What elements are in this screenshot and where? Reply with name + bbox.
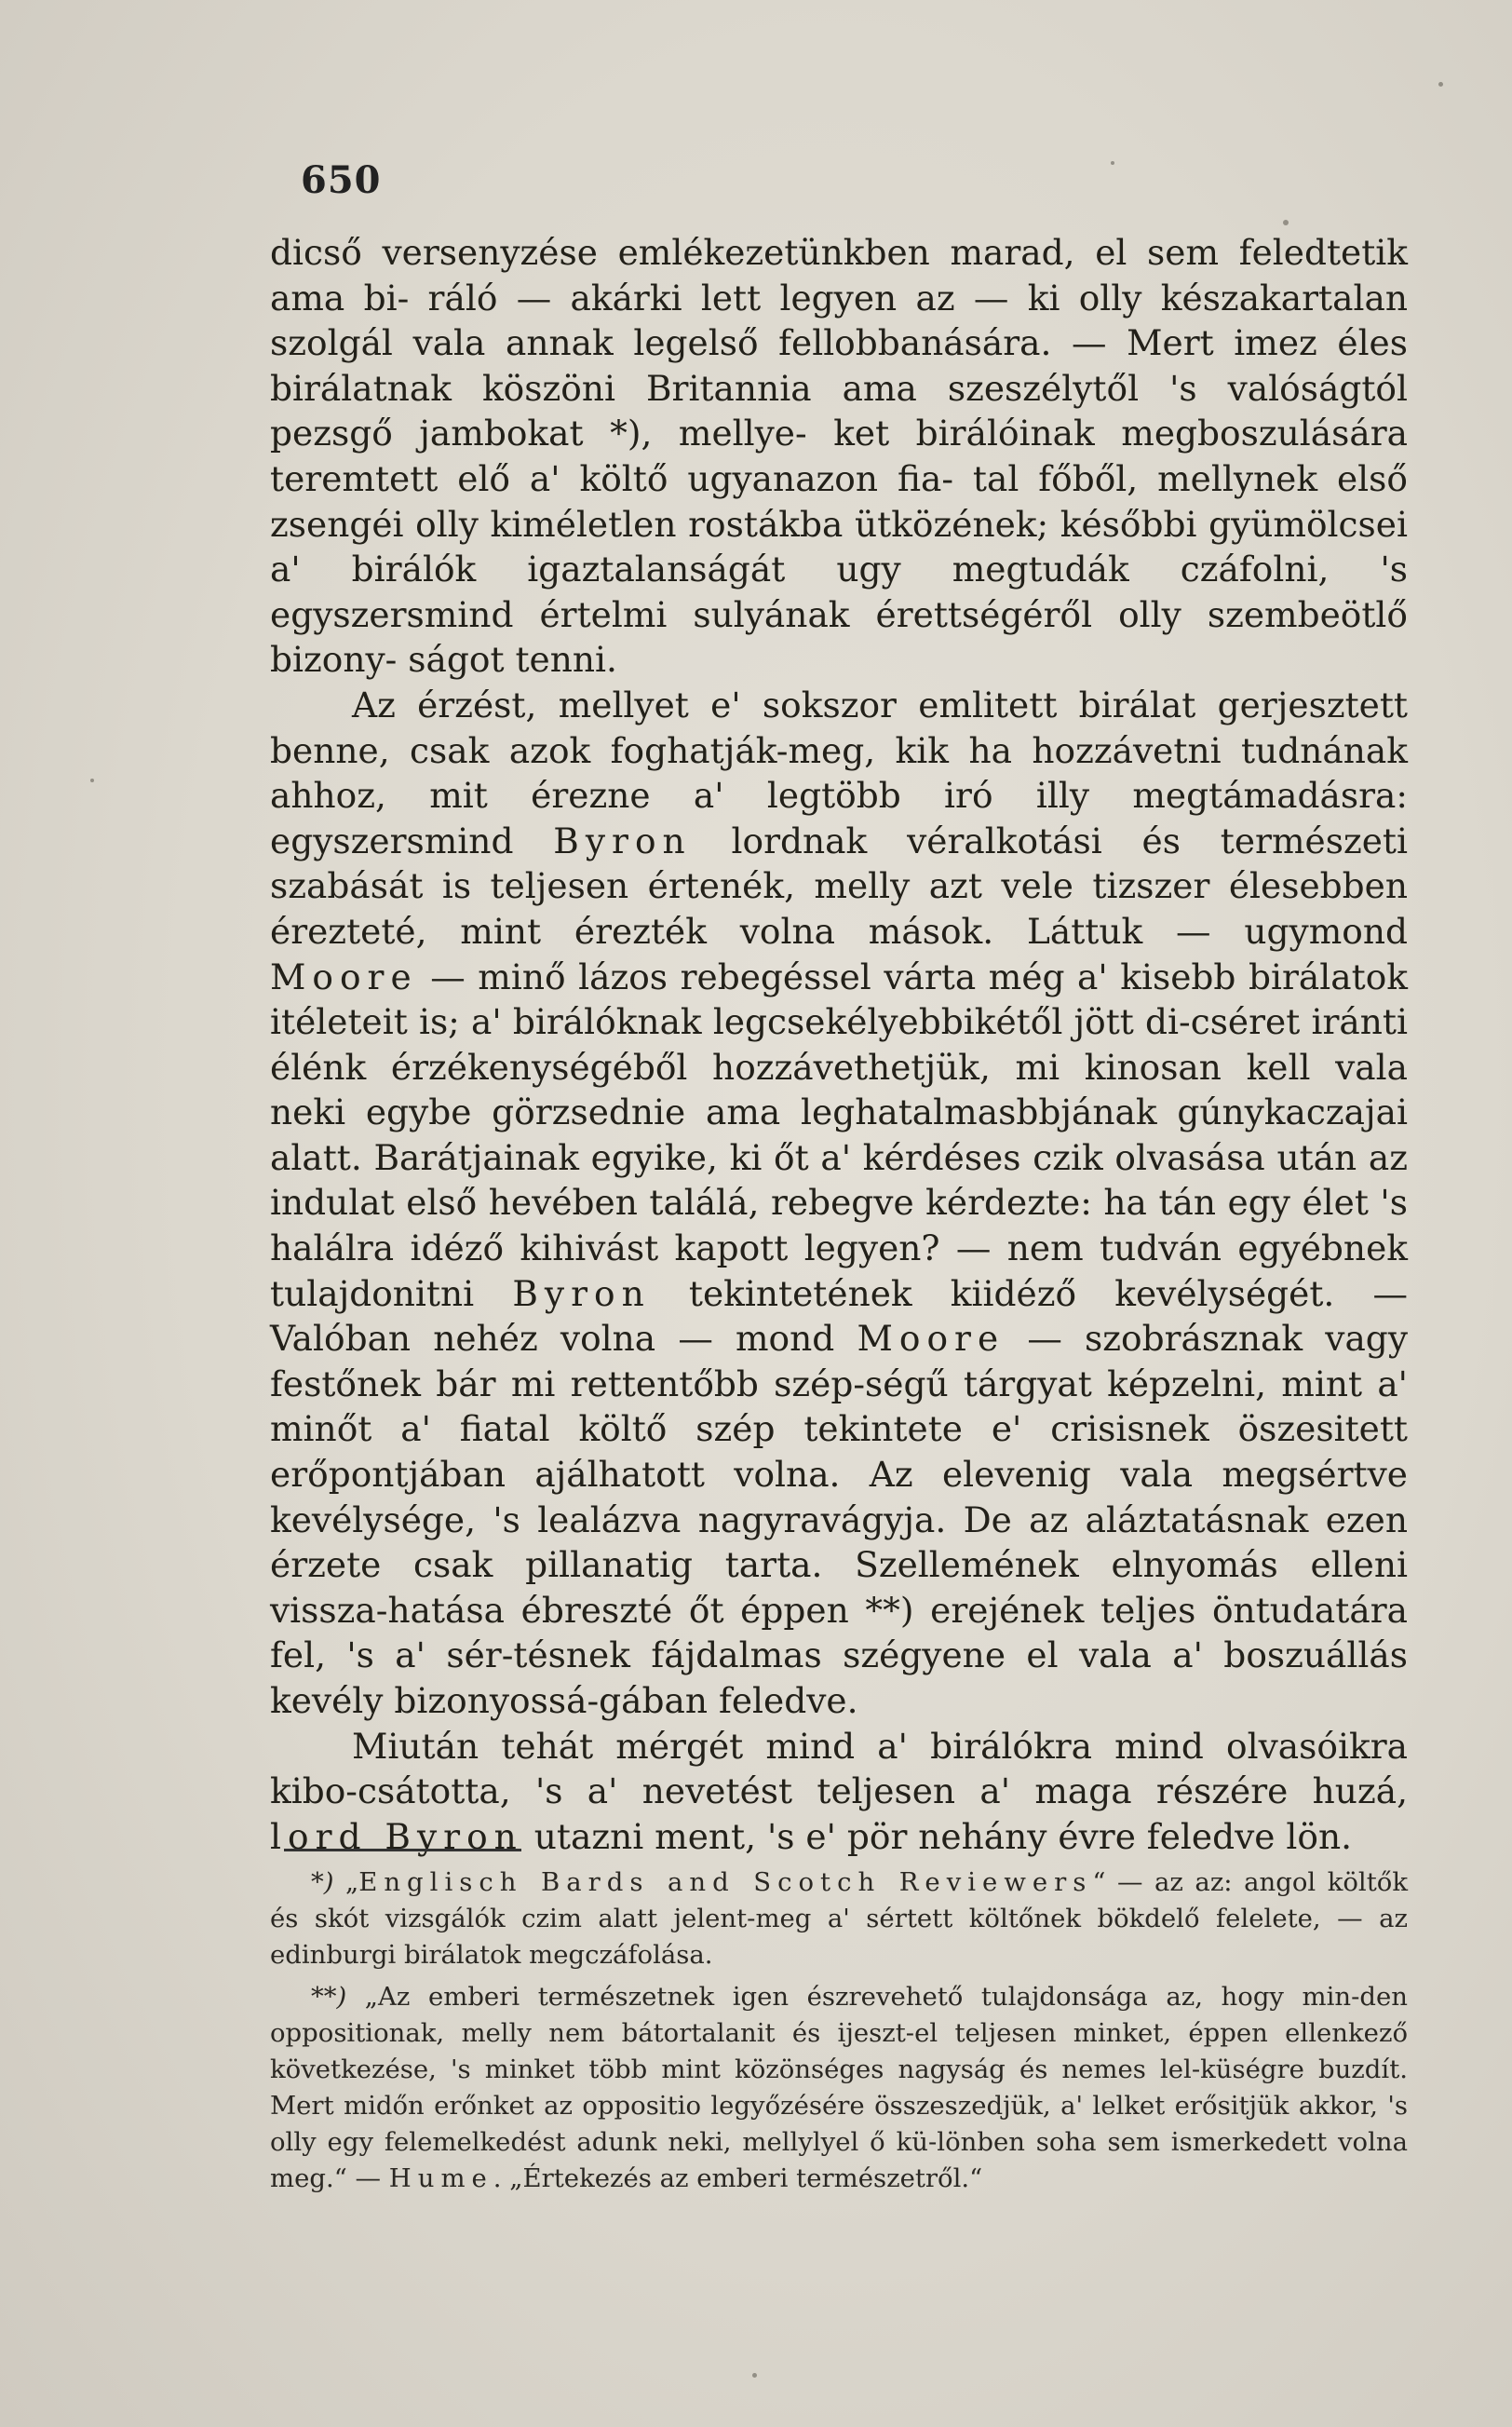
paragraph-3	[270, 1724, 1408, 1860]
text-run: . „Értekezés az emberi természetről.“	[493, 2163, 983, 2193]
text-run: lordnak véralkotási és természeti szabását is teljesen értenék, melly azt vele tizszer élesebben érezteté, mint érezték volna mások. Láttuk — ugymond	[270, 820, 1408, 952]
footnote-1	[270, 1864, 1408, 1973]
text-line: ságot tenni.	[408, 639, 617, 681]
text-run: tekintetének kiidéző kevélységét. — Valóban nehéz volna — mond	[270, 1272, 1408, 1360]
text-run: — szobrásznak vagy festőnek bár mi rettentőbb szép-ségű tárgyat képzelni, mint a' minőt a' fiatal költő szép tekintete e' crisisnek öszesitett erőpontjában ajálhatott volna. Az elevenig vala megsértve kevélysége, 's lealázva nagyravágyja. De az aláztatásnak ezen érzete csak pillanatig tarta. Szellemének elnyomás elleni vissza-hatása ébreszté őt éppen **) erejének teljes öntudatára fel, 's a' sér-tésnek fájdalmas szégyene el vala a' boszuállás kevély bizonyossá-gában feledve.	[270, 1318, 1409, 1721]
paragraph-1	[270, 230, 1408, 683]
footnote-rule	[284, 1849, 521, 1851]
spaced-name-lord-byron: lord Byron	[270, 1815, 523, 1857]
text-line: ráló — akárki lett legyen az — ki olly készakartalan szolgál vala	[270, 277, 1408, 364]
paper-speck	[752, 2373, 757, 2378]
text-line: Britannia ama szeszélytől 's valóságtól pezsgő jambokat *), mellye-	[270, 367, 1408, 454]
text-line: tal főből, mellynek első zsengéi olly kiméletlen rostákba ütközének;	[270, 457, 1409, 545]
paper-speck	[1111, 161, 1114, 165]
paper-speck	[1283, 220, 1289, 225]
main-text	[270, 230, 1408, 1859]
text-line: annak legelső fellobbanására. — Mert imez éles birálatnak köszöni	[270, 322, 1408, 409]
spaced-name-moore: Moore	[270, 956, 418, 997]
text-run: utazni ment, 's e' pör nehány évre feledve lön.	[522, 1815, 1353, 1857]
text-run: — minő lázos rebegéssel várta még a' kisebb birálatok itéleteit is; a' birálóknak legcsekélyebbikétől jött di-cséret iránti élénk érzékenységéből hozzávethetjük, mi kinosan kell vala neki egybe görzsednie ama leghatalmasbbjának gúnykaczajai alatt. Barátjainak egyike, ki őt a' kérdéses czik olvasása után az indulat első hevében találá, rebegve kérdezte: ha tán egy élet 's halálra idéző kihivást kapott legyen? — nem tudván egyébnek tulajdonitni	[270, 956, 1408, 1314]
paragraph-2	[270, 683, 1408, 1724]
paper-speck	[90, 779, 94, 782]
spaced-name-moore: Moore	[857, 1318, 1006, 1360]
spaced-title: Englisch Bards and Scotch Reviewers	[358, 1867, 1093, 1897]
text-line: 's egyszersmind értelmi sulyának érettségéről olly szembeötlő bizony-	[270, 549, 1408, 681]
text-run: Miután tehát mérgét mind a' birálókra mind olvasóikra kibo-csátotta, 's a' nevetést teljesen a' maga részére huzá,	[270, 1725, 1408, 1812]
text-line: dicső versenyzése emlékezetünkben marad, el sem feledtetik ama bi-	[270, 232, 1408, 319]
footnotes	[270, 1864, 1408, 2203]
text-run: „	[333, 1867, 359, 1897]
page-number: 650	[301, 158, 382, 202]
text-run: “ — az az: angol költők és skót vizsgálók czim alatt jelent-meg a' sértett költőnek bökdelő felelete, — az edinburgi birálatok megczáfolása.	[270, 1867, 1408, 1970]
text-line: ket birálóinak megboszulására teremtett elő a' költő ugyanazon fia-	[270, 413, 1408, 499]
paper-speck	[1438, 82, 1443, 87]
spaced-name-byron: Byron	[553, 820, 692, 861]
text-run: „Az emberi természetnek igen észrevehető tulajdonsága az, hogy min-den oppositionak, melly nem bátortalanit és ijeszt-el teljesen minket, éppen ellenkező következése, 's minket több mint közönséges nagyság és nemes lel-küségre buzdít. Mert midőn erőnket az oppositio legyőzésére összeszedjük, a' lelket erősitjük akkor, 's olly egy felemelkedést adunk neki, mellylyel ő kü-lönben soha sem ismerkedett volna meg.“ —	[270, 1982, 1408, 2193]
footnote-2	[270, 1979, 1408, 2197]
spaced-name-byron: Byron	[512, 1272, 651, 1314]
footnote-marker: *)	[311, 1867, 334, 1897]
footnote-marker: **)	[311, 1982, 347, 2012]
text-run: Az érzést, mellyet e' sokszor emlitett birálat gerjesztett benne, csak azok foghatják-meg, kik ha hozzávetni tudnának ahhoz, mit érezne a' legtöbb iró illy megtámadásra: egyszersmind	[270, 684, 1408, 861]
spaced-name-hume: Hume	[388, 2163, 493, 2193]
text-line: későbbi gyümölcsei a' birálók igaztalanságát ugy megtudák czáfolni,	[270, 503, 1408, 590]
